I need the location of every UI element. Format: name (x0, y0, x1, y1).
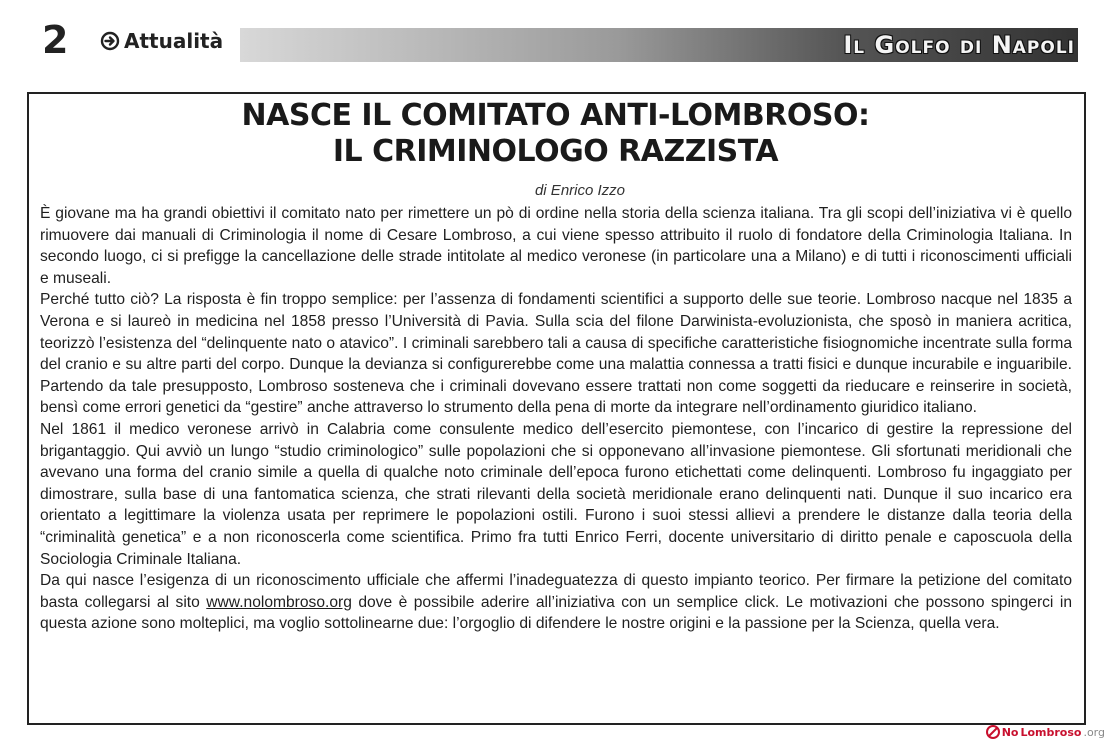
watermark-prefix: No (1001, 725, 1019, 739)
watermark-suffix: .org (1083, 725, 1105, 739)
headline-line-1: NASCE IL COMITATO ANTI-LOMBROSO: (241, 98, 870, 133)
paragraph-4-text-a: Da qui nasce l’esigenza di un riconoscimento ufficiale che affermi l’inadeguatezza di questo impianto teorico. Per firmare la petizione del comitato basta collegarsi al sito (40, 572, 1072, 611)
article-headline (0, 98, 1111, 170)
page-number: 2 (42, 18, 69, 62)
article-byline: di Enrico Izzo (534, 182, 626, 199)
paragraph-4 (40, 570, 1072, 635)
paragraph-2: Perché tutto ciò? La risposta è fin troppo semplice: per l’assenza di fondamenti scientifici a supporto delle sue teorie. Lombroso nacque nel 1835 a Verona e si laureò in medicina nel 1858 presso l’Università di Pavia. Sulla scia del filone Darwinista-evoluzionista, che sposò in maniera acritica, teorizzò l’esistenza del “delinquente nato o atavico”. I criminali sarebbero tali a causa di specifiche caratteristiche fisiognomiche incentrate sulla forma del cranio e su altre parti del corpo. Dunque la devianza si configurerebbe come una malattia connessa a tratti fisici e dunque incurabile e inguaribile. Partendo da tale presupposto, Lombroso sosteneva che i criminali dovevano essere trattati non come soggetti da rieducare e reinserire in società, bensì come errori genetici da “gestire” anche attraverso lo strumento della pena di morte da integrare nell’ordinamento giuridico italiano. (40, 291, 1072, 417)
headline-line-2: IL CRIMINOLOGO RAZZISTA (332, 134, 779, 169)
no-sign-icon (986, 725, 1000, 739)
article-body (40, 203, 1072, 635)
watermark (986, 725, 1105, 739)
paragraph-1: È giovane ma ha grandi obiettivi il comitato nato per rimettere un pò di ordine nella storia della scienza italiana. Tra gli scopi dell’iniziativa vi è quello rimuovere dai manuali di Criminologia il nome di Cesare Lombroso, a cui viene spesso attribuito il ruolo di fondatore della Criminologia Italiana. In secondo luogo, ci si prefigge la cancellazione delle strade intitolate al medico veronese (in particolare una a Milano) e di tutti i riconoscimenti ufficiali e museali. (40, 205, 1072, 287)
paragraph-3: Nel 1861 il medico veronese arrivò in Calabria come consulente medico dell’esercito piemontese, con l’incarico di gestire la repressione del brigantaggio. Qui avviò un lungo “studio criminologico” sulle popolazioni che si opponevano all’invasione piemontese. Gli sfortunati meridionali che avevano una forma del cranio simile a quella di qualche noto criminale dell’epoca furono etichettati come delinquenti. Lombroso fu ingaggiato per dimostrare, sulla base di una fantomatica scienza, che strati rilevanti della società meridionale erano delinquenti nati. Dunque il suo incarico era orientato a legittimare la violenza usata per reprimere le popolazioni ostili. Furono i suoi stessi allievi a prendere le distanze dalla teoria della “criminalità genetica” e a non riconoscerla come scientifica. Primo fra tutti Enrico Ferri, docente universitario di diritto penale e caposcuola della Sociologia Criminale Italiana. (40, 420, 1072, 568)
website-link[interactable]: www.nolombroso.org (206, 593, 352, 611)
section-label (100, 29, 223, 53)
watermark-name: Lombroso (1020, 725, 1082, 739)
paragraph-4-text-b: dove è possibile aderire all’iniziativa con un semplice click. Le motivazioni che possono spingerci in questa azione sono molteplici, ma voglio sottolinearne due: l’orgoglio di difendere le nostre origini e la passione per la Scienza, quella vera. (40, 593, 1072, 633)
newspaper-logo: Il Golfo di Napoli (843, 31, 1075, 59)
arrow-circle-icon (100, 31, 120, 51)
section-title: Attualità (124, 29, 224, 53)
